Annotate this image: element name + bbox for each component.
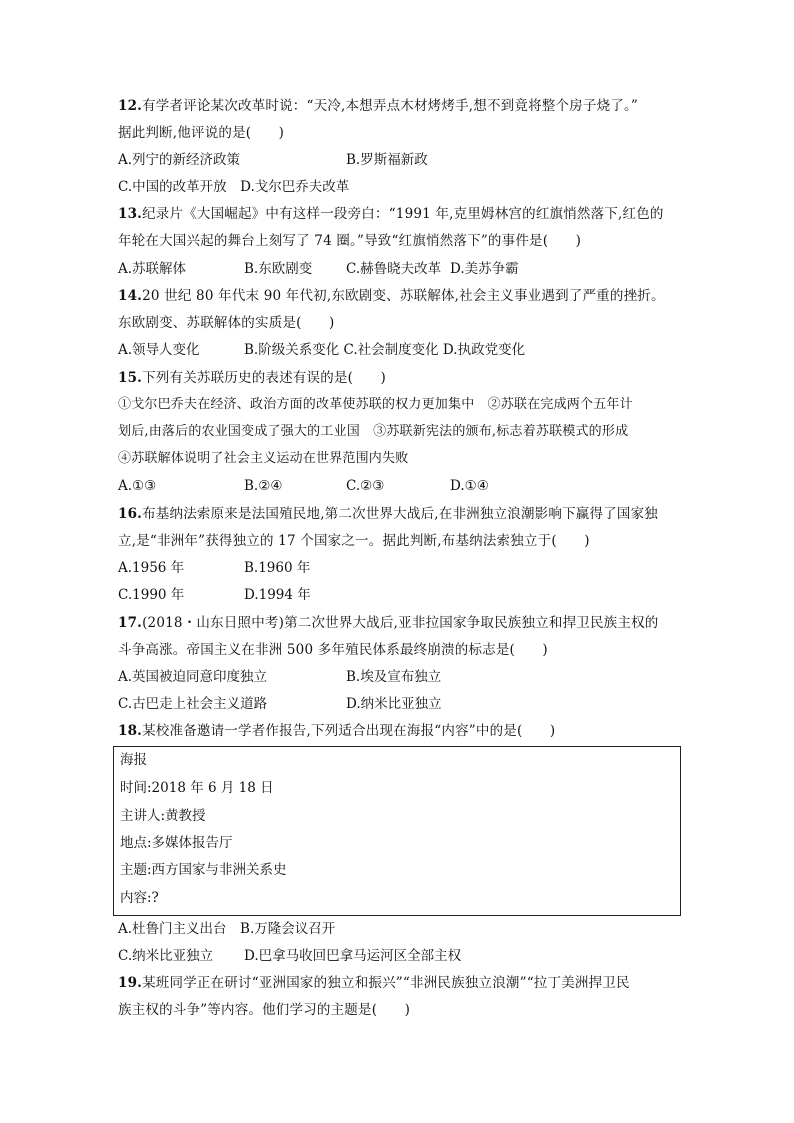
question-14 [118,287,665,305]
option-c: C.纳米比亚独立 [118,948,214,964]
option-a: A.苏联解体 [118,261,187,277]
option-b: B.1960 年 [244,560,311,576]
question-text: 纪录片《大国崛起》中有这样一段旁白：“1991 年,克里姆林宫的红旗悄然落下,红色的 [142,206,664,222]
option-d: D.1994 年 [244,587,311,603]
question-12 [118,97,638,115]
option-b: B.东欧剧变 [244,261,313,277]
question-number: 16. [118,506,143,522]
option-c: C.②③ [346,478,385,494]
option-d: D.美苏争霸 [450,261,519,277]
question-text: 某班同学正在研讨“亚洲国家的独立和振兴”“非洲民族独立浪潮”“拉丁美洲捍卫民 [142,975,630,991]
question-17 [118,614,658,632]
option-a: A.英国被迫同意印度独立 [118,669,268,685]
poster-time: 时间:2018 年 6 月 18 日 [120,780,274,796]
poster-title: 海报 [120,752,147,768]
statement-line: ①戈尔巴乔夫在经济、政治方面的改革使苏联的权力更加集中 ②苏联在完成两个五年计 [118,397,633,412]
option-d: D.纳米比亚独立 [346,696,442,712]
option-b: B.②④ [244,478,283,494]
option-b: B.罗斯福新政 [346,152,428,168]
question-number: 19. [118,975,143,991]
question-text: 20 世纪 80 年代末 90 年代初,东欧剧变、苏联解体,社会主义事业遇到了严重的挫折。 [142,288,665,304]
option-c: C.赫鲁晓夫改革 [346,261,442,277]
question-text: 下列有关苏联历史的表述有误的是( ) [142,370,386,386]
option-a: A.1956 年 [118,560,185,576]
question-18 [118,722,555,740]
option-d: D.①④ [450,478,489,494]
option-b: B.埃及宣布独立 [346,669,442,685]
question-number: 15. [118,370,143,386]
question-text-line: 东欧剧变、苏联解体的实质是( ) [118,315,335,331]
option-c: C.1990 年 [118,587,185,603]
question-text-line: 族主权的斗争”等内容。他们学习的主题是( ) [118,1002,411,1018]
option-cd: C.中国的改革开放 D.戈尔巴乔夫改革 [118,179,350,195]
question-text-line: 立,是“非洲年”获得独立的 17 个国家之一。据此判断,布基纳法索独立于( ) [118,533,590,549]
question-text: 布基纳法索原来是法国殖民地,第二次世界大战后,在非洲独立浪潮影响下赢得了国家独 [142,506,658,522]
poster-place: 地点:多媒体报告厅 [120,835,233,851]
question-number: 12. [118,98,143,114]
poster-content: 内容:? [120,890,159,906]
question-19 [118,974,630,992]
statement-line: 划后,由落后的农业国变成了强大的工业国 ③苏联新宪法的颁布,标志着苏联模式的形成 [118,424,629,439]
question-13 [118,205,664,223]
question-number: 13. [118,206,143,222]
option-ab: A.杜鲁门主义出台 B.万隆会议召开 [118,921,336,937]
question-number: 17. [118,615,143,631]
question-text: 某校准备邀请一学者作报告,下列适合出现在海报“内容”中的是( ) [142,723,556,739]
question-16 [118,505,658,523]
option-a: A.领导人变化 [118,342,200,358]
poster-speaker: 主讲人:黄教授 [120,808,206,824]
question-number: 18. [118,723,143,739]
option-d: D.巴拿马收回巴拿马运河区全部主权 [244,948,462,964]
poster-theme: 主题:西方国家与非洲关系史 [120,862,287,878]
question-text: (2018・山东日照中考)第二次世界大战后,亚非拉国家争取民族独立和捍卫民族主权的 [142,615,659,631]
statement-line: ④苏联解体说明了社会主义运动在世界范围内失败 [118,451,409,466]
question-text: 有学者评论某次改革时说：“天冷,本想弄点木材烤烤手,想不到竟将整个房子烧了。” [142,98,639,114]
option-bcd: B.阶级关系变化 C.社会制度变化 D.执政党变化 [244,342,526,358]
option-a: A.①③ [118,478,157,494]
option-a: A.列宁的新经济政策 [118,152,241,168]
question-text-line: 斗争高涨。帝国主义在非洲 500 多年殖民体系最终崩溃的标志是( ) [118,642,548,658]
question-text-line: 年轮在大国兴起的舞台上刻写了 74 圈。”导致“红旗悄然落下”的事件是( ) [118,233,582,249]
option-c: C.古巴走上社会主义道路 [118,696,268,712]
poster-box [113,746,681,916]
question-15 [118,369,386,387]
question-number: 14. [118,288,143,304]
question-text-line: 据此判断,他评说的是( ) [118,125,285,141]
